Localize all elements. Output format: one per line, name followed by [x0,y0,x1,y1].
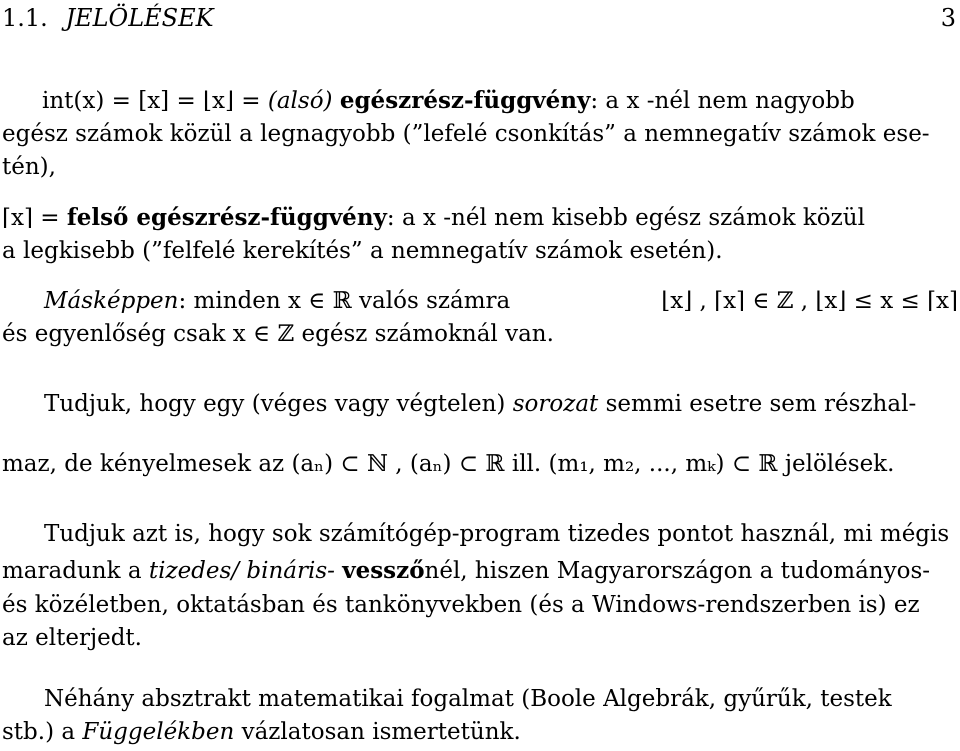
floor-definition-line: int(x) = [x] = ⌊x⌋ = (alsó) egészrész-függvény: a x -nél nem nagyobb [42,87,855,114]
text-line: Néhány absztrakt matematikai fogalmat (Boole Algebrák, gyűrűk, testek [44,686,892,712]
term-floor-function: egészrész-függvény [339,87,591,114]
otherwise-line: Másképpen: minden x ∈ ℝ valós számra ⌊x⌋ , ⌈x⌉ ∈ ℤ , ⌊x⌋ ≤ x ≤ ⌈x⌉ [44,288,958,314]
term-ceiling-function: felső egészrész-függvény [66,204,387,231]
notation-line: maz, de kényelmesek az (aₙ) ⊂ ℕ , (aₙ) ⊂ ℝ ill. (m₁, m₂, ..., mₖ) ⊂ ℝ jelölések. [2,451,895,477]
page-number: 3 [940,4,956,32]
text-line: és egyenlőség csak x ∈ ℤ egész számoknál van. [2,321,554,347]
section-title: JELÖLÉSEK [65,4,214,32]
running-head [2,3,214,33]
appendix-line: stb.) a Függelékben vázlatosan ismertetünk. [2,719,521,745]
term-sequence: sorozat [512,391,599,417]
text-line: Tudjuk azt is, hogy sok számítógép-program tizedes pontot használ, mi mégis [44,521,950,547]
term-appendix: Függelékben [82,719,235,745]
text-line: tén), [2,154,56,180]
ceiling-definition-line: ⌈x⌉ = felső egészrész-függvény: a x -nél nem kisebb egész számok közül [2,204,865,231]
text-line: és közéletben, oktatásban és tankönyvekben (és a Windows-rendszerben is) ez [2,592,920,618]
text-line: egész számok közül a legnagyobb (”lefelé csonkítás” a nemnegatív számok ese- [2,121,930,147]
floor-ceiling-inequality: ⌊x⌋ , ⌈x⌉ ∈ ℤ , ⌊x⌋ ≤ x ≤ ⌈x⌉ [661,288,958,314]
section-number: 1.1. [2,4,48,32]
text-line: a legkisebb (”felfelé kerekítés” a nemnegatív számok esetén). [2,238,723,264]
sequence-line: Tudjuk, hogy egy (véges vagy végtelen) sorozat semmi esetre sem részhal- [44,391,917,417]
decimal-comma-line: maradunk a tizedes/ bináris- vesszőnél, hiszen Magyarországon a tudományos- [2,557,931,584]
page-header [2,3,956,33]
term-comma: vessző [342,557,425,584]
text-line: az elterjedt. [2,625,142,651]
